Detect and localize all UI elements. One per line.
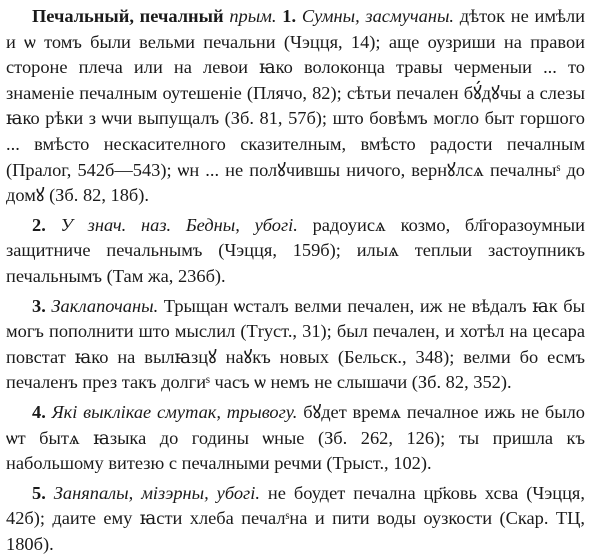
sense-gloss: Заклапочаны. [51,295,159,316]
sense-gloss: Сумны, засмучаны. [301,6,455,26]
sense-gloss: Заняпалы, мізэрны, убогі. [53,482,260,503]
part-of-speech: прым. [229,6,277,26]
sense-number: 1. [282,6,297,26]
sense-citations: Трыщан ѡсталъ велми печален, иж не вѣдалъ ꙗк бы могъ пополнити што мыслил (Тryст., 31); был печален, и хотѣл на цесара повстат ꙗко на вылꙗзцꙋ наꙋкъ новых (Бельск., 348); велми бо есмъ печаленъ през такъ долгиˢ часъ ѡ немъ не слышачи (Зб. 82, 352). [6,295,585,393]
sense-citations: радоуисѧ козмо, бл҃горазоумныи защитниче печальнымъ (Чэцця, 159б); илыѧ теплыи застоупникъ печальнымъ (Там жа, 236б). [6,214,585,286]
sense-number: 2. [32,214,46,235]
sense-number: 5. [32,482,46,503]
sense-2 [6,213,585,290]
sense-3 [6,294,585,396]
sense-number: 3. [32,295,46,316]
sense-grammar-note: У знач. наз. [60,214,172,235]
headword: Печальный, печалный [32,6,224,26]
sense-citations: дѣток не имѣли и ѡ томъ были вельми печальни (Чэцця, 14); аще оузриши на правои стороне плеча или на левои ꙗко волоконца травы черменыи ... то знаменіе печалным оутешеніе (Плячо, 82); сѣтьи печален бꙋ́дꙋчы а слезы ꙗко рѣки з ѡчи выпущалъ (Зб. 81, 57б); што бовѣмъ могло быт горшого ... вмѣсто нескасителного сказителным, вмѣсто радости печалным (Пралог, 542б—543); ѡн ... не полꙋчившы ничого, вернꙋлсѧ печалныˢ до домꙋ (Зб. 82, 18б). [6,6,585,206]
sense-citations: бꙋдет времѧ печалное ижь не было ѡт бытѧ ꙗзыка до годины ѡныe (Зб. 262, 126); ты пришла къ набольшому витезю с печалными речми (Трыст., 102). [6,401,585,474]
sense-5 [6,481,585,557]
sense-gloss: Які выклікае смутак, трывогу. [51,401,298,422]
sense-number: 4. [32,401,46,422]
sense-4 [6,400,585,477]
sense-1 [6,4,585,209]
sense-citations: не боудет печална цр҃ковь хсва (Чэцця, 42б); даите ему ꙗсти хлеба печалˢна и пити воды оузкости (Скар. ТЦ, 180б). [6,482,585,554]
sense-gloss: Бедны, убогі. [185,214,298,235]
